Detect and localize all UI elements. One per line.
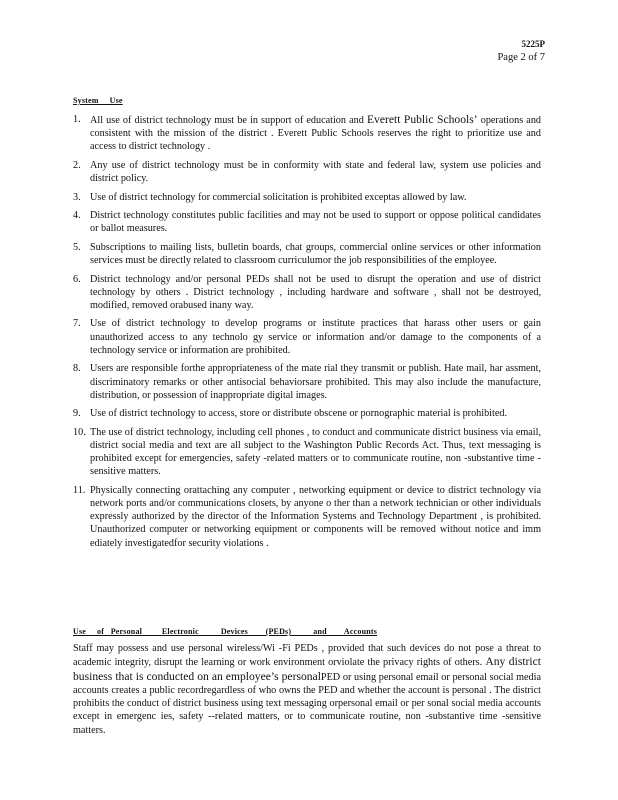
policy-item bbox=[73, 241, 541, 267]
policy-item bbox=[73, 209, 541, 235]
paragraph-text-part-2: PED or using personal email or personal social media accounts creates a public recordregardless of who owns the PED and whether the account is personal . The district prohibits the conduct of district business using text messaging orpersonal email or per sonal social media accounts except in emergenc ies, safety --related matters, or to communicate routine, non -substantive time -sensitive matters. bbox=[73, 671, 541, 736]
item-text bbox=[90, 407, 541, 420]
item-text-post: operations and consistent with the mission of the district . Everett Public Schools reserves the right to prioritize use and access to district technology . bbox=[90, 115, 542, 153]
item-number: 4. bbox=[73, 210, 81, 222]
item-text-em: Everett Public Schools’ bbox=[366, 113, 478, 126]
policy-item bbox=[73, 113, 541, 154]
item-text bbox=[90, 113, 541, 154]
item-number: 3. bbox=[73, 191, 81, 203]
policy-item bbox=[73, 273, 541, 313]
personal-devices-paragraph bbox=[73, 642, 541, 737]
item-text-pre: Physically connecting orattaching any computer , networking equipment or device to district technology via network ports and/or communications closets, by anyone o ther than a network technician or other individuals expressly authorized by the director of the Information Systems and Technology Department , is prohibited. Unauthorized computer or networking equipment or components will be removed without notice and imm ediately investigatedfor security violations . bbox=[90, 484, 541, 549]
policy-item bbox=[73, 426, 541, 479]
paragraph-emphasis: Any district business that is conducted on an employee’s personal bbox=[73, 655, 541, 683]
policy-code: 5225P bbox=[521, 39, 545, 49]
item-text-pre: Use of district technology to access, store or distribute obscene or pornographic material is prohibited. bbox=[90, 408, 508, 420]
item-text bbox=[90, 273, 541, 313]
item-number: 11. bbox=[73, 484, 86, 496]
policy-item bbox=[73, 407, 541, 420]
item-text-pre: Use of district technology for commercial solicitation is prohibited exceptas allowed by law. bbox=[90, 191, 467, 203]
item-text-pre: Users are responsible forthe appropriateness of the mate rial they transmit or publish. Hate mail, har assment, discriminatory remarks or other antisocial behaviorsare prohibited. This may also include the manufacture, distribution, or possession of inappropriate digital images. bbox=[90, 363, 541, 401]
item-text bbox=[90, 191, 541, 204]
section-heading-personal-devices: Use of Personal Electronic Devices (PEDs) and Accounts bbox=[73, 627, 378, 636]
policy-item bbox=[73, 317, 541, 357]
page-header bbox=[497, 38, 545, 64]
item-text bbox=[90, 241, 541, 267]
item-number: 9. bbox=[73, 408, 81, 420]
policy-item bbox=[73, 484, 541, 550]
item-text bbox=[90, 159, 541, 185]
item-text-pre: Subscriptions to mailing lists, bulletin boards, chat groups, commercial online services or other information services must be directly related to classroom curriculumor the job responsibilities of the employee. bbox=[90, 241, 541, 267]
item-text bbox=[90, 484, 541, 550]
item-text bbox=[90, 317, 541, 357]
item-text-pre: Any use of district technology must be in conformity with state and federal law, system use policies and district policy. bbox=[90, 159, 541, 185]
item-text-pre: The use of district technology, including cell phones , to conduct and communicate district business via email, district social media and text are all subject to the Washington Public Records Act. Thus, text messaging is prohibited except for emergencies, safety -related matters or to communicate routine, non -substantive time -sensitive matters. bbox=[90, 426, 541, 478]
item-number: 6. bbox=[73, 273, 81, 285]
policy-item-list bbox=[73, 113, 541, 555]
policy-item bbox=[73, 159, 541, 185]
item-number: 8. bbox=[73, 363, 81, 375]
item-number: 7. bbox=[73, 318, 81, 330]
item-text-pre: All use of district technology must be in support of education and bbox=[90, 115, 367, 126]
item-number: 5. bbox=[73, 241, 81, 253]
item-text bbox=[90, 362, 541, 402]
item-text-pre: District technology constitutes public facilities and may not be used to support or oppose political candidates or ballot measures. bbox=[90, 210, 541, 235]
item-text bbox=[90, 209, 541, 235]
item-number: 1. bbox=[73, 114, 81, 125]
item-text-pre: District technology and/or personal PEDs shall not be used to disrupt the operation and use of district technology by others . District technology , including hardware and software , shall not be destroyed, modified, removed orabused inany way. bbox=[90, 273, 541, 311]
policy-item bbox=[73, 191, 541, 204]
paragraph-text-part-1: Staff may possess and use personal wireless/Wi -Fi PEDs , provided that such devices do not pose a threat to academic integrity, disrupt the learning or work environment orviolate the privacy rights of others. bbox=[73, 643, 541, 669]
item-number: 2. bbox=[73, 159, 81, 171]
item-text bbox=[90, 426, 541, 479]
section-heading-system-use: System Use bbox=[73, 96, 123, 105]
item-number: 10. bbox=[73, 426, 86, 438]
page-number: Page 2 of 7 bbox=[497, 52, 545, 63]
policy-item bbox=[73, 362, 541, 402]
item-text-pre: Use of district technology to develop programs or institute practices that harass other users or gain unauthorized access to any technolo gy service or information and/or damage to the components of a technology service or information are prohibited. bbox=[90, 318, 541, 356]
